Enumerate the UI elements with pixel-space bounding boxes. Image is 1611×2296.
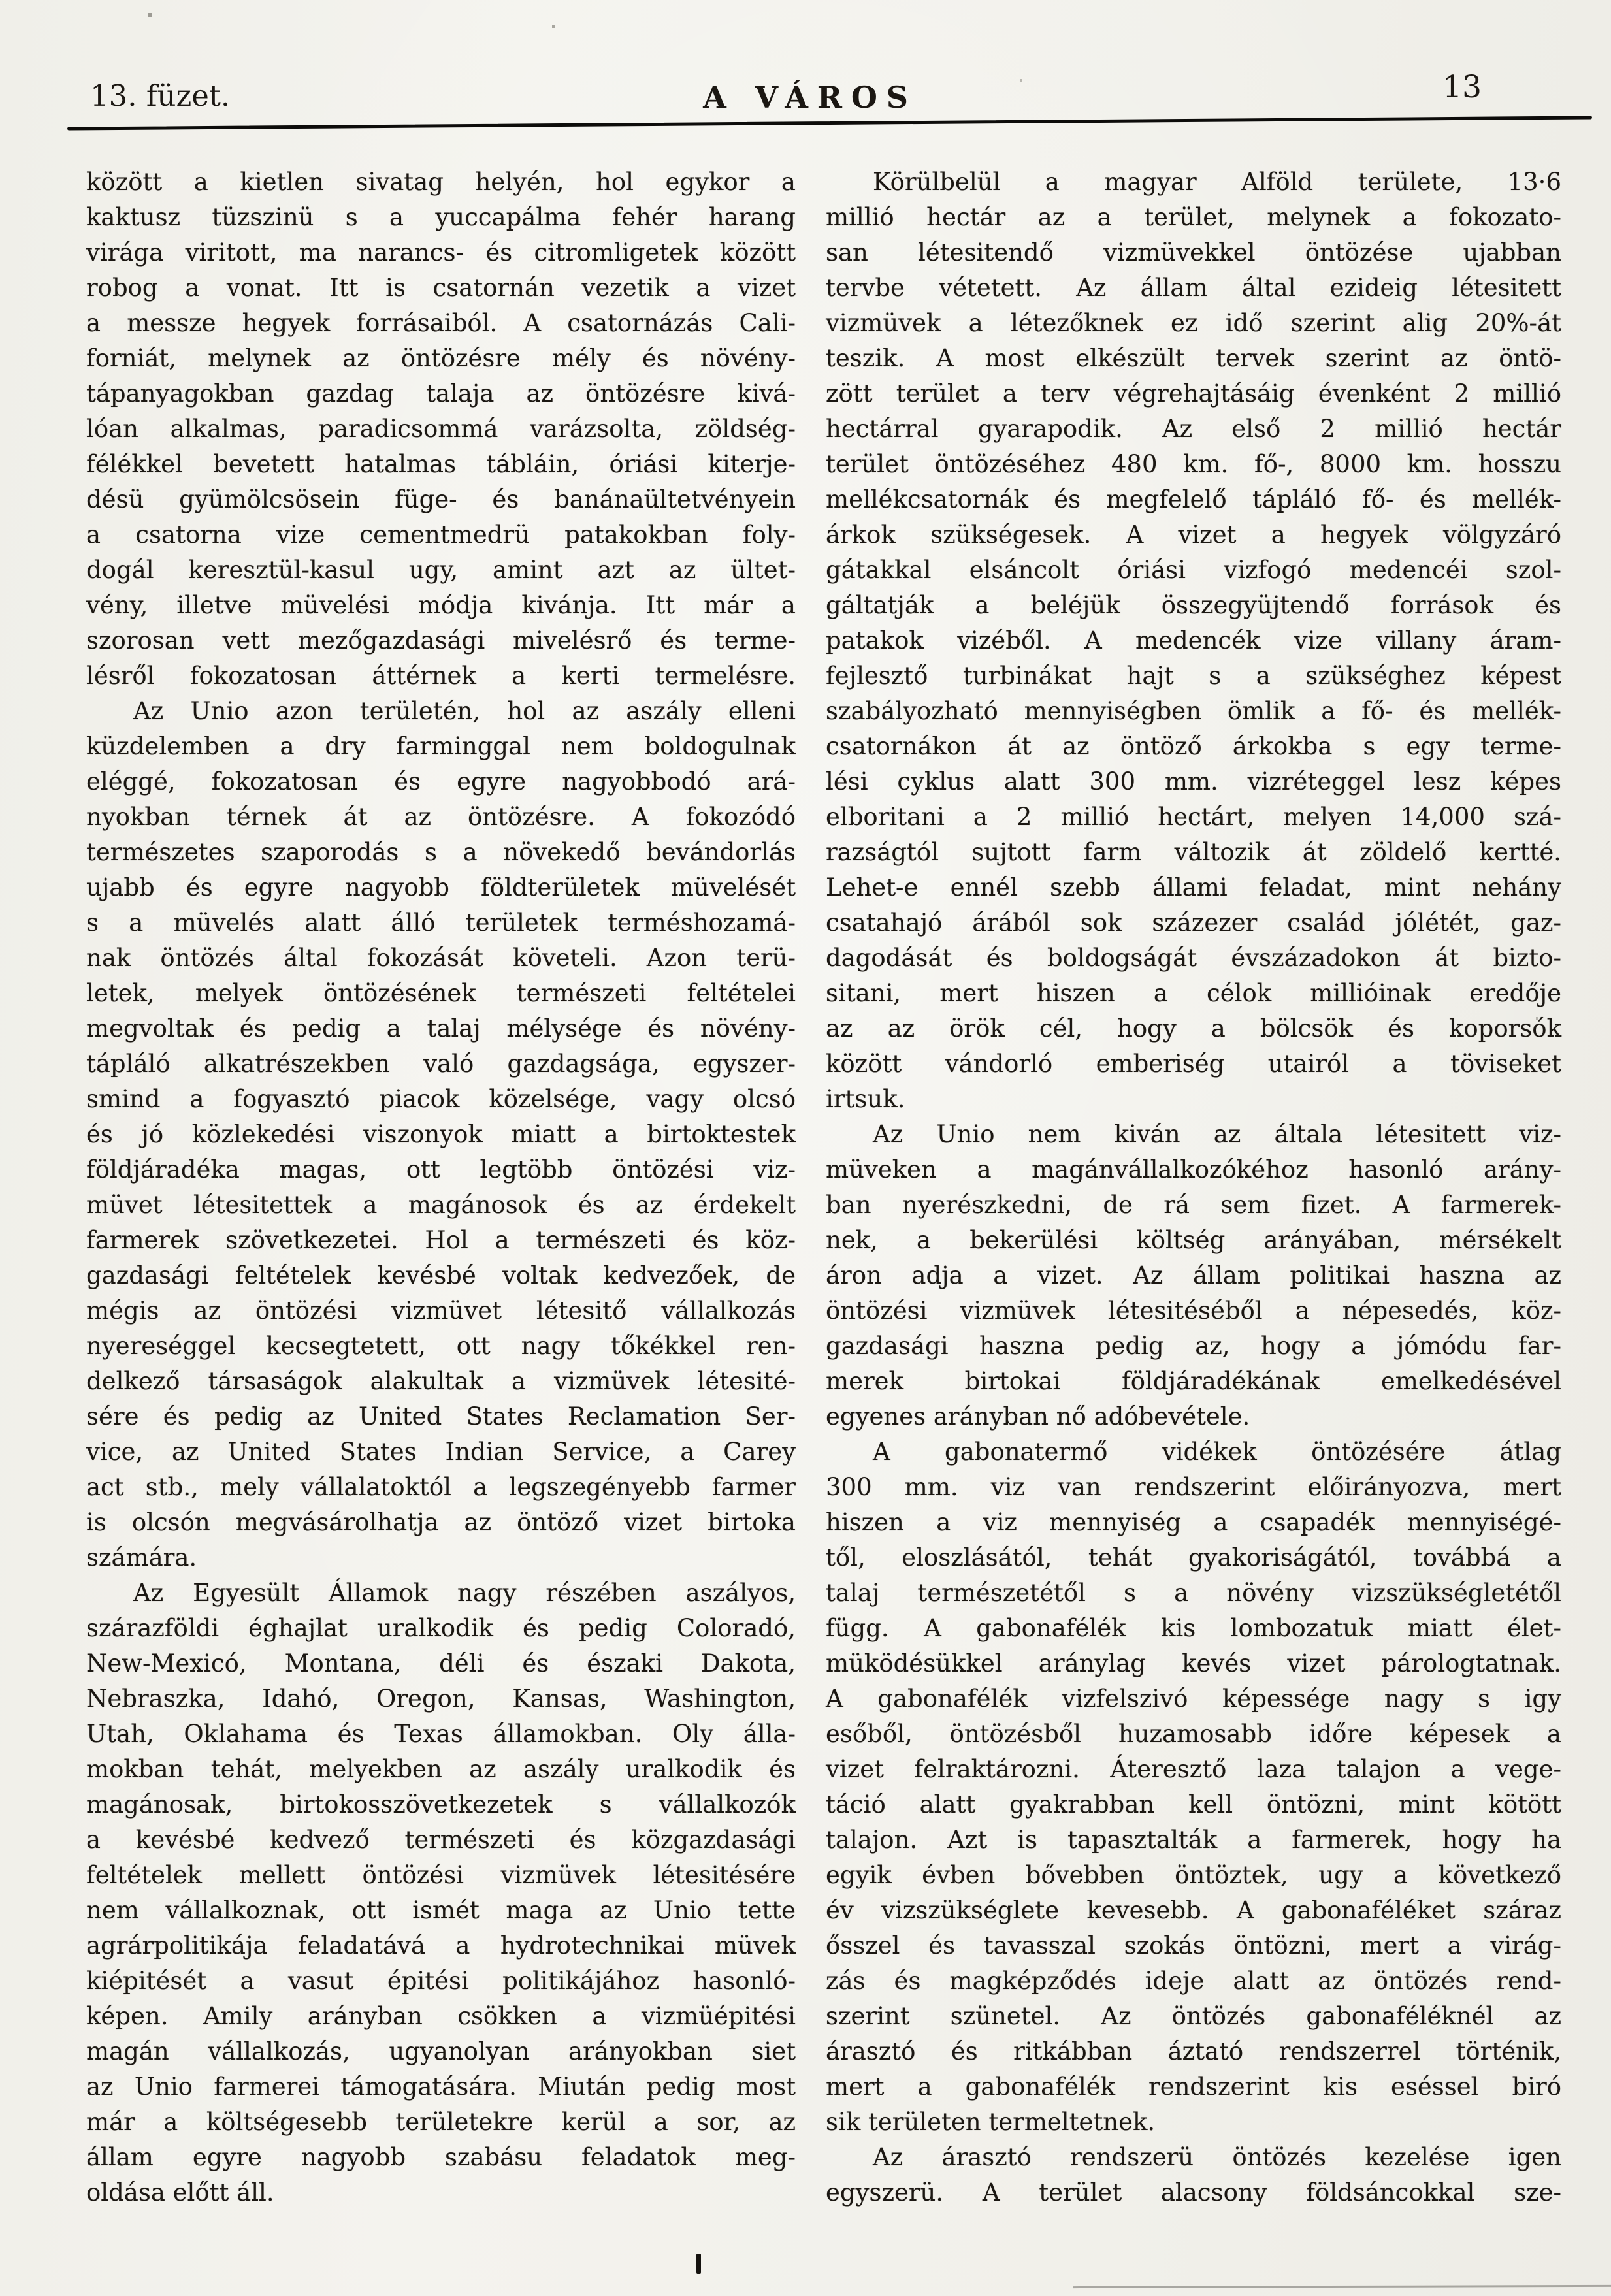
text-line: mokban tehát, melyekben az aszály uralkodik és	[86, 1755, 796, 1783]
text-line: Utah, Oklahama és Texas államokban. Oly álla-	[86, 1720, 796, 1748]
text-line: szabályozható mennyiségben ömlik a fő- és mellék-	[826, 697, 1561, 725]
text-line: hectárral gyarapodik. Az első 2 millió hectár	[826, 415, 1561, 443]
journal-title: A VÁROS	[703, 80, 917, 115]
page-number: 13	[1442, 69, 1482, 105]
text-line: természetes szaporodás s a növekedő bevándorlás	[86, 838, 796, 866]
text-line: öntözési vizmüvek létesitéséből a népesedés, köz-	[826, 1297, 1561, 1325]
text-line: nem vállalkoznak, ott ismét maga az Unio tette	[86, 1896, 796, 1924]
text-line: egyszerü. A terület alacsony földsáncokkal sze-	[826, 2178, 1561, 2207]
text-line: a messze hegyek forrásaiból. A csatornázás Cali-	[86, 309, 796, 337]
text-line: 300 mm. viz van rendszerint előirányozva, mert	[826, 1473, 1561, 1501]
text-line: s a müvelés alatt álló területek terméshozamá-	[86, 909, 796, 937]
text-line: között vándorló emberiség utairól a töviseket	[826, 1050, 1561, 1078]
text-line: ujabb és egyre nagyobb földterületek müvelését	[86, 873, 796, 901]
issue-label: 13. füzet.	[90, 78, 231, 113]
text-line: talaj természetétől s a növény vizszükségletétől	[826, 1579, 1561, 1607]
text-line: gazdasági feltételek kevésbé voltak kedvezőek, de	[86, 1261, 796, 1289]
text-line: fejlesztő turbinákat hajt s a szükséghez képest	[826, 662, 1561, 690]
paragraph	[826, 2140, 1561, 2210]
text-line: a csatorna vize cementmedrü patakokban foly-	[86, 521, 796, 549]
text-line: lóan alkalmas, paradicsommá varázsolta, zöldség-	[86, 415, 796, 443]
text-line: függ. A gabonafélék kis lombozatuk miatt élet-	[826, 1614, 1561, 1642]
text-line: millió hectár az a terület, melynek a fokozato-	[826, 203, 1561, 231]
text-line: szerint szünetel. Az öntözés gabonaféléknél az	[826, 2002, 1561, 2030]
text-line: oldása előtt áll.	[86, 2178, 274, 2207]
paper-specks	[0, 0, 1, 1]
text-line: magánosak, birtokosszövetkezetek s vállalkozók	[86, 1790, 796, 1819]
text-line: smind a fogyasztó piacok közelsége, vagy olcsó	[86, 1085, 796, 1113]
text-line: küzdelemben a dry farminggal nem boldogulnak	[86, 732, 796, 760]
text-line: gáltatják a beléjük összegyüjtendő források és	[826, 591, 1561, 619]
text-line: megvoltak és pedig a talaj mélysége és növény-	[86, 1014, 796, 1043]
text-line: már a költségesebb területekre kerül a sor, az	[86, 2108, 796, 2136]
text-line: vény, illetve müvelési módja kivánja. Itt már a	[86, 591, 796, 619]
text-line: nyokban térnek át az öntözésre. A fokozódó	[86, 803, 796, 831]
text-line: Az Egyesült Államok nagy részében aszályos,	[133, 1579, 796, 1607]
text-line: A gabonafélék vizfelszivó képessége nagy s igy	[826, 1685, 1561, 1713]
text-line: től, eloszlásától, tehát gyakoriságától, továbbá a	[826, 1544, 1561, 1572]
text-line: forniát, melynek az öntözésre mély és növény-	[86, 344, 796, 372]
text-line: árasztó és ritkábban áztató rendszerrel történik,	[826, 2037, 1561, 2065]
text-line: dagodását és boldogságát évszázadokon át bizto-	[826, 944, 1561, 972]
print-artifact-edge-line	[1073, 2285, 1611, 2288]
text-line: szorosan vett mezőgazdasági mivelésrő és terme-	[86, 626, 796, 655]
text-line: kiépitését a vasut épitési politikájához hasonló-	[86, 1967, 796, 1995]
text-line: nek, a bekerülési költség arányában, mérsékelt	[826, 1226, 1561, 1254]
text-line: sére és pedig az United States Reclamation Ser-	[86, 1402, 796, 1431]
text-line: sik területen termeltetnek.	[826, 2108, 1156, 2136]
print-artifact-tick	[696, 2254, 701, 2274]
text-line: tápláló alkatrészekben való gazdagsága, egyszer-	[86, 1050, 796, 1078]
text-line: is olcsón megvásárolhatja az öntöző vizet birtoka	[86, 1508, 796, 1536]
text-line: terület öntözéséhez 480 km. fő-, 8000 km. hosszu	[826, 450, 1561, 478]
paragraph	[826, 1117, 1561, 1434]
text-line: désü gyümölcsösein füge- és banánaültetvényein	[86, 485, 796, 513]
text-line: az az örök cél, hogy a bölcsök és koporsók	[826, 1014, 1561, 1043]
text-line: letek, melyek öntözésének természeti feltételei	[86, 979, 796, 1007]
text-line: feltételek mellett öntözési vizmüvek létesitésére	[86, 1861, 796, 1889]
text-line: vizet felraktározni. Áteresztő laza talajon a vege-	[826, 1755, 1561, 1783]
text-line: Nebraszka, Idahó, Oregon, Kansas, Washington,	[86, 1685, 796, 1713]
text-line: ősszel és tavasszal szokás öntözni, mert a virág-	[826, 1932, 1561, 1960]
text-line: árkok szükségesek. A vizet a hegyek völgyzáró	[826, 521, 1561, 549]
text-line: tápanyagokban gazdag talaja az öntözésre kivá-	[86, 380, 796, 408]
text-line: Az árasztó rendszerü öntözés kezelése igen	[873, 2143, 1561, 2171]
text-line: földjáradéka magas, ott legtöbb öntözési viz-	[86, 1156, 796, 1184]
text-line: gazdasági haszna pedig az, hogy a jómódu far-	[826, 1332, 1561, 1360]
text-line: lésről fokozatosan áttérnek a kerti termelésre.	[86, 662, 796, 690]
text-line: agrárpolitikája feladatává a hydrotechnikai müvek	[86, 1932, 796, 1960]
text-line: elboritani a 2 millió hectárt, melyen 14,000 szá-	[826, 803, 1561, 831]
text-line: esőből, öntözésből huzamosabb időre képesek a	[826, 1720, 1561, 1748]
text-line: delkező társaságok alakultak a vizmüvek létesité-	[86, 1367, 796, 1395]
text-line: között a kietlen sivatag helyén, hol egykor a	[86, 168, 796, 196]
paragraph	[86, 1576, 796, 2210]
text-line: vice, az United States Indian Service, a Carey	[86, 1438, 796, 1466]
text-line: irtsuk.	[826, 1085, 905, 1113]
text-line: san létesitendő vizmüvekkel öntözése ujabban	[826, 238, 1561, 267]
text-line: állam egyre nagyobb szabásu feladatok meg-	[86, 2143, 796, 2171]
text-line: félékkel bevetett hatalmas tábláin, óriási kiterje-	[86, 450, 796, 478]
text-line: merek birtokai földjáradékának emelkedésével	[826, 1367, 1561, 1395]
text-line: robog a vonat. Itt is csatornán vezetik a vizet	[86, 274, 796, 302]
text-line: farmerek szövetkezetei. Hol a természeti és köz-	[86, 1226, 796, 1254]
paragraph	[86, 165, 796, 694]
paragraph	[86, 694, 796, 1576]
header-rule-divider	[67, 116, 1592, 130]
text-line: képen. Amily arányban csökken a vizmüépitési	[86, 2002, 796, 2030]
paragraph	[826, 1434, 1561, 2140]
text-line: év vizszükséglete kevesebb. A gabonaféléket száraz	[826, 1896, 1561, 1924]
text-line: nak öntözés által fokozását követeli. Azon terü-	[86, 944, 796, 972]
text-line: mert a gabonafélék rendszerint kis eséssel biró	[826, 2073, 1561, 2101]
text-line: csatahajó árából sok százezer család jólétét, gaz-	[826, 909, 1561, 937]
text-line: Körülbelül a magyar Alföld területe, 13·6	[873, 168, 1561, 196]
text-column-left	[86, 165, 796, 2210]
text-line: a kevésbé kedvező természeti és közgazdasági	[86, 1826, 796, 1854]
text-line: az Unio farmerei támogatására. Miután pedig most	[86, 2073, 796, 2101]
text-line: Az Unio nem kiván az általa létesitett viz-	[873, 1120, 1561, 1148]
text-line: zött terület a terv végrehajtásáig évenként 2 millió	[826, 380, 1561, 408]
text-line: áron adja a vizet. Az állam politikai haszna az	[826, 1261, 1561, 1289]
text-line: ban nyerészkedni, de rá sem fizet. A farmerek-	[826, 1191, 1561, 1219]
text-line: számára.	[86, 1544, 197, 1572]
text-line: csatornákon át az öntöző árkokba s egy terme-	[826, 732, 1561, 760]
text-line: zás és magképződés ideje alatt az öntözés rend-	[826, 1967, 1561, 1995]
text-column-right	[826, 165, 1561, 2210]
text-line: act stb., mely vállalatoktól a legszegényebb farmer	[86, 1473, 796, 1501]
text-line: hiszen a viz mennyiség a csapadék mennyiségé-	[826, 1508, 1561, 1536]
text-line: egyik évben bővebben öntöztek, ugy a következő	[826, 1861, 1561, 1889]
text-line: mellékcsatornák és megfelelő tápláló fő- és mellék-	[826, 485, 1561, 513]
text-line: mégis az öntözési vizmüvet létesitő vállalkozás	[86, 1297, 796, 1325]
text-line: müvet létesitettek a magánosok és az érdekelt	[86, 1191, 796, 1219]
text-line: teszik. A most elkészült tervek szerint az öntö-	[826, 344, 1561, 372]
text-line: virága viritott, ma narancs- és citromligetek között	[86, 238, 796, 267]
text-line: razságtól sujtott farm változik át zöldelő kertté.	[826, 838, 1561, 866]
text-line: A gabonatermő vidékek öntözésére átlag	[873, 1438, 1561, 1466]
text-line: talajon. Azt is tapasztalták a farmerek, hogy ha	[826, 1826, 1561, 1854]
text-line: táció alatt gyakrabban kell öntözni, mint kötött	[826, 1790, 1561, 1819]
text-line: Az Unio azon területén, hol az aszály elleni	[133, 697, 796, 725]
text-line: Lehet-e ennél szebb állami feladat, mint nehány	[826, 873, 1561, 901]
text-line: és jó közlekedési viszonyok miatt a birtoktestek	[86, 1120, 796, 1148]
paragraph	[826, 165, 1561, 1117]
text-line: nyereséggel kecsegtetett, ott nagy tőkékkel ren-	[86, 1332, 796, 1360]
text-line: dogál keresztül-kasul ugy, amint azt az ültet-	[86, 556, 796, 584]
text-line: eléggé, fokozatosan és egyre nagyobbodó ará-	[86, 768, 796, 796]
text-line: magán vállalkozás, ugyanolyan arányokban siet	[86, 2037, 796, 2065]
text-line: lési cyklus alatt 300 mm. vizréteggel lesz képes	[826, 768, 1561, 796]
text-line: vizmüvek a létezőknek ez idő szerint alig 20%-át	[826, 309, 1561, 337]
text-line: tervbe vétetett. Az állam által ezideig létesitett	[826, 274, 1561, 302]
text-line: sitani, mert hiszen a célok millióinak eredője	[826, 979, 1561, 1007]
text-line: müveken a magánvállalkozókéhoz hasonló arány-	[826, 1156, 1561, 1184]
text-line: szárazföldi éghajlat uralkodik és pedig Coloradó,	[86, 1614, 796, 1642]
text-line: patakok vizéből. A medencék vize villany áram-	[826, 626, 1561, 655]
text-line: gátakkal elsáncolt óriási vizfogó medencéi szol-	[826, 556, 1561, 584]
text-line: kaktusz tüzszinü s a yuccapálma fehér harang	[86, 203, 796, 231]
text-line: müködésükkel aránylag kevés vizet párologtatnak.	[826, 1649, 1561, 1677]
text-line: New-Mexicó, Montana, déli és északi Dakota,	[86, 1649, 796, 1677]
text-line: egyenes arányban nő adóbevétele.	[826, 1402, 1250, 1431]
